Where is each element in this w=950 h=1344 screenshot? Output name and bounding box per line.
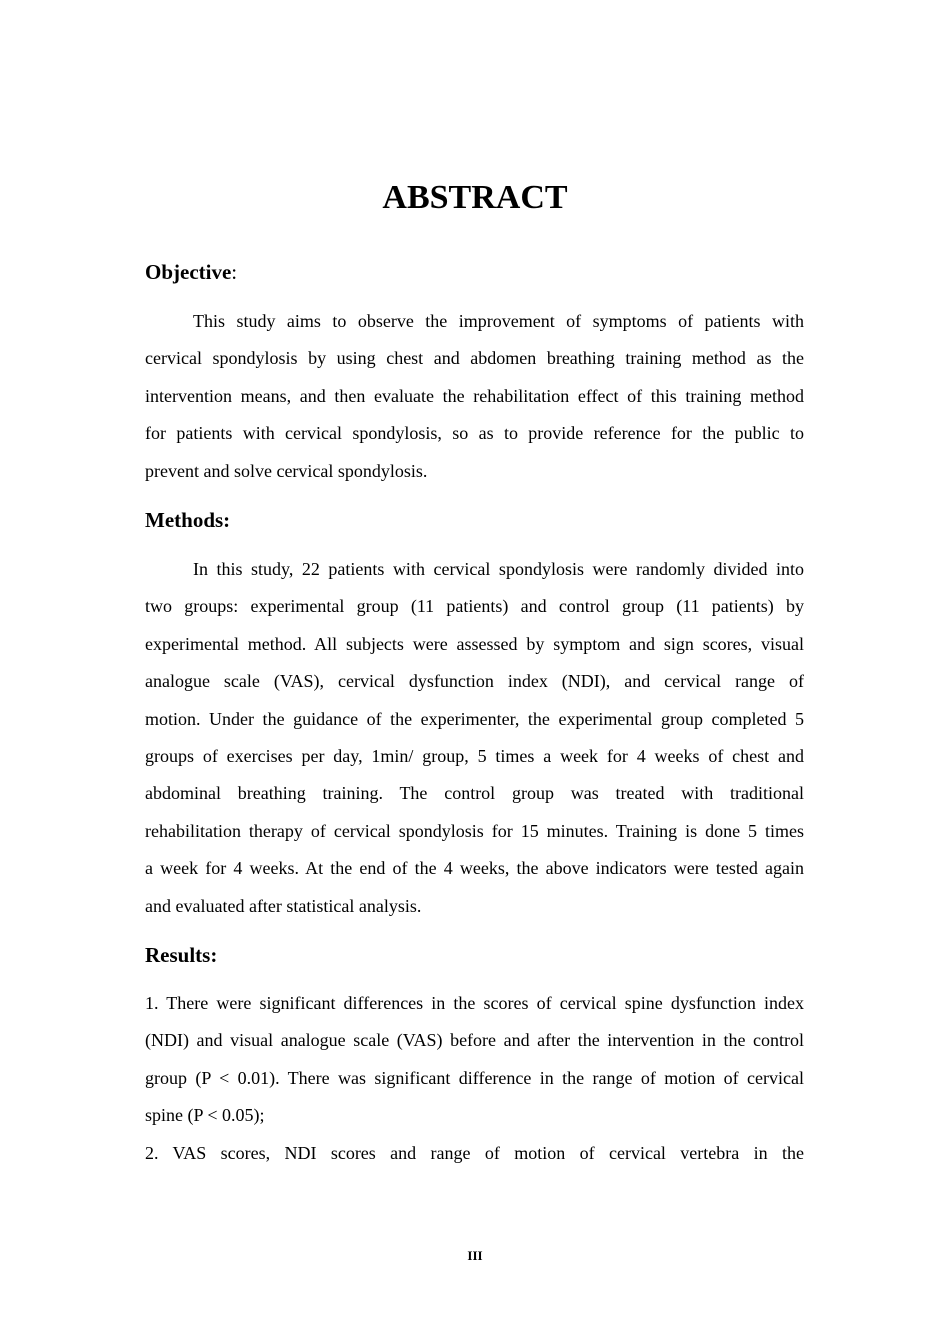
text-line: spine (P < 0.05); — [145, 1105, 265, 1126]
text-line: group (P < 0.01). There was significant difference in the range of motion of cervical — [145, 1067, 804, 1088]
text-line: In this study, 22 patients with cervical spondylosis were randomly divided into — [193, 559, 804, 579]
text-line: and evaluated after statistical analysis. — [145, 895, 422, 916]
text-line: motion. Under the guidance of the experimenter, the experimental group completed 5 — [145, 708, 804, 729]
page-number: III — [467, 1248, 483, 1263]
text-line: groups of exercises per day, 1min/ group, 5 times a week for 4 weeks of chest and — [145, 745, 804, 766]
text-line: for patients with cervical spondylosis, so as to provide reference for the public to — [145, 423, 804, 444]
results-list — [145, 985, 804, 1172]
methods-heading — [145, 507, 230, 533]
results-heading-label: Results: — [145, 943, 218, 967]
methods-paragraph — [145, 551, 804, 925]
objective-heading-label: Objective — [145, 260, 232, 284]
text-line: 2. VAS scores, NDI scores and range of motion of cervical vertebra in the — [145, 1142, 804, 1163]
text-line: experimental method. All subjects were assessed by symptom and sign scores, visual — [145, 633, 804, 654]
text-line: a week for 4 weeks. At the end of the 4 weeks, the above indicators were tested again — [145, 858, 804, 879]
page-title: ABSTRACT — [382, 179, 568, 216]
results-heading — [145, 942, 217, 968]
objective-heading — [145, 259, 237, 285]
objective-heading-colon: : — [231, 260, 238, 284]
text-line: This study aims to observe the improvement of symptoms of patients with — [193, 311, 804, 331]
text-line: intervention means, and then evaluate the rehabilitation effect of this training method — [145, 385, 804, 406]
text-line: (NDI) and visual analogue scale (VAS) before and after the intervention in the control — [145, 1030, 804, 1051]
text-line: analogue scale (VAS), cervical dysfunction index (NDI), and cervical range of — [145, 671, 804, 692]
text-line: two groups: experimental group (11 patients) and control group (11 patients) by — [145, 596, 804, 617]
text-line: 1. There were significant differences in the scores of cervical spine dysfunction index — [145, 993, 804, 1013]
objective-paragraph — [145, 303, 804, 490]
methods-heading-label: Methods: — [145, 508, 231, 532]
text-line: cervical spondylosis by using chest and abdomen breathing training method as the — [145, 348, 804, 369]
text-line: abdominal breathing training. The control group was treated with traditional — [145, 783, 804, 804]
text-line: prevent and solve cervical spondylosis. — [145, 460, 428, 481]
text-line: rehabilitation therapy of cervical spondylosis for 15 minutes. Training is done 5 times — [145, 820, 804, 841]
